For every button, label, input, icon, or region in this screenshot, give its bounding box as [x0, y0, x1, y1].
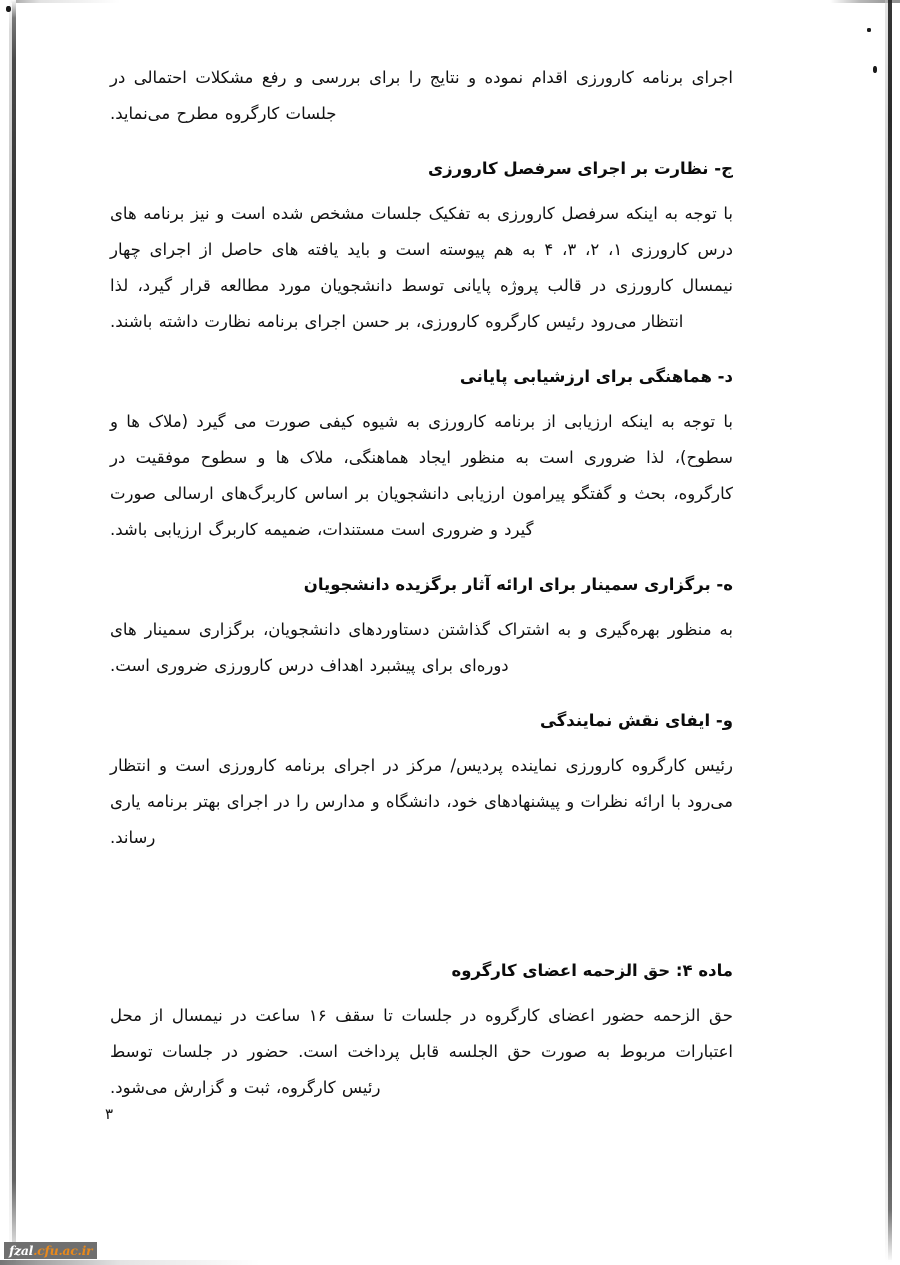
page-number: ۳ — [105, 1105, 114, 1123]
heading-he: ه- برگزاری سمینار برای ارائه آثار برگزیده دانشجویان — [303, 575, 733, 594]
scan-edge-top-artifact — [0, 0, 900, 3]
site-watermark — [4, 1242, 97, 1259]
paragraph-jim: با توجه به اینکه سرفصل کارورزی به تفکیک جلسات مشخص شده است و نیز برنامه های درس کارورزی ۱، ۲، ۳، ۴ به هم پیوسته است و باید یافته های حاصل از اجرای چهار نیمسال کارورزی در قالب پروژه پایانی توسط دانشجویان مورد مطالعه قرار گیرد، لذا انتظار می‌رود رئیس کارگروه کارورزی، بر حسن اجرای برنامه نظارت داشته باشند. — [110, 204, 733, 331]
scan-speck — [6, 6, 11, 12]
paragraph-he: به منظور بهره‌گیری و به اشتراک گذاشتن دستاوردهای دانشجویان، برگزاری سمینار های دوره‌ای برای پیشبرد اهداف درس کارورزی ضروری است. — [110, 620, 733, 675]
watermark-text-primary: fzal — [9, 1243, 34, 1258]
paragraph-dal: با توجه به اینکه ارزیابی از برنامه کارورزی به شیوه کیفی صورت می گیرد (ملاک ها و سطوح)، لذا ضروری است به منظور ایجاد هماهنگی، ملاک ها و سطوح موفقیت در کارگروه، بحث و گفتگو پیرامون ارزیابی دانشجویان بر اساس کاربرگ‌های ارسالی صورت گیرد و ضروری است مستندات، ضمیمه کاربرگ ارزیابی باشد. — [110, 412, 733, 539]
heading-madde-4: ماده ۴: حق الزحمه اعضای کارگروه — [451, 961, 733, 980]
scan-speck — [867, 28, 871, 32]
document-text-column — [110, 60, 733, 1110]
paragraph-madde-4: حق الزحمه حضور اعضای کارگروه در جلسات تا سقف ۱۶ ساعت در نیمسال از محل اعتبارات مربوط به صورت حق الجلسه قابل پرداخت است. حضور در جلسات توسط رئیس کارگروه، ثبت و گزارش می‌شود. — [110, 1006, 733, 1097]
scan-speck — [873, 66, 877, 73]
scan-edge-left-artifact — [12, 0, 16, 1265]
scan-edge-bottom-artifact — [0, 1260, 900, 1265]
intro-paragraph: اجرای برنامه کارورزی اقدام نموده و نتایج را برای بررسی و رفع مشکلات احتمالی در جلسات کارگروه مطرح می‌نماید. — [110, 68, 733, 123]
paragraph-vav: رئیس کارگروه کارورزی نماینده پردیس/ مرکز در اجرای برنامه کارورزی است و انتظار می‌رود با ارائه نظرات و پیشنهادهای خود، دانشگاه و مدارس را در اجرای بهتر برنامه یاری رساند. — [110, 756, 733, 847]
section-spacer — [110, 860, 733, 934]
scan-edge-right-artifact — [888, 0, 892, 1265]
heading-vav: و- ایفای نقش نمایندگی — [540, 711, 733, 730]
heading-dal: د- هماهنگی برای ارزشیابی پایانی — [459, 367, 733, 386]
heading-jim: ج- نظارت بر اجرای سرفصل کارورزی — [427, 159, 733, 178]
watermark-text-domain: .cfu.ac.ir — [33, 1243, 93, 1258]
